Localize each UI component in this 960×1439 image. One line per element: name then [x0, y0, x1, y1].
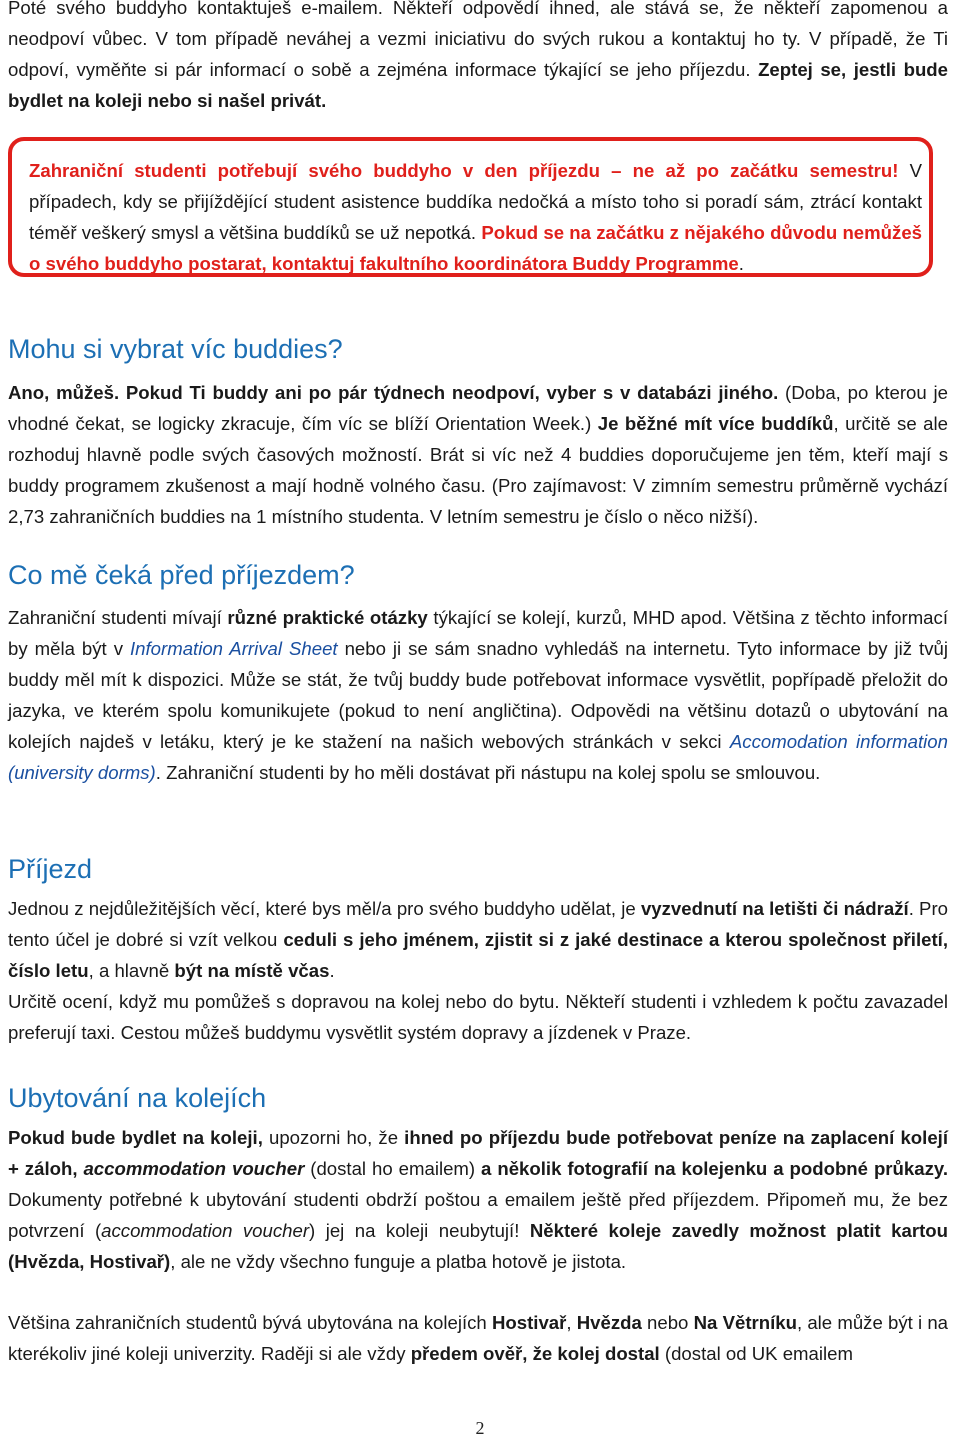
- s4-text-2: (dostal ho emailem): [304, 1158, 482, 1179]
- section2-paragraph: [8, 602, 948, 788]
- section3-paragraph-2: Určitě ocení, když mu pomůžeš s dopravou na kolej nebo do bytu. Někteří studenti i vzhledem k počtu zavazadel preferují taxi. Cestou můžeš buddymu vysvětlit systém dopravy a jízdenek v Praze.: [8, 991, 948, 1043]
- s2-text-1: Zahraniční studenti mívají: [8, 607, 228, 628]
- s4-bold-2: ihned po příjezdu bude potřebovat peníze na zaplacení kolejí + záloh,: [8, 1127, 948, 1179]
- notice-red-text-2: Pokud se na začátku z nějakého důvodu nemůžeš o svého buddyho postarat, kontaktuj fakultního koordinátora Buddy Programme: [29, 222, 923, 274]
- s4-bold-1: Pokud bude bydlet na koleji,: [8, 1127, 263, 1148]
- s3-text-3: , a hlavně: [88, 960, 175, 981]
- notice-box: [8, 137, 933, 277]
- s2-text-3: nebo ji se sám snadno vyhledáš na internetu. Tyto informace by již tvůj buddy měl mít k dispozici. Může se stát, že tvůj buddy bude potřebovat informace vysvětlit, popřípadě přeložit do jazyka, ve kterém spolu komunikujete (pokud to není angličtina). Odpovědi na většinu dotazů o ubytování na kolejích najdeš v letáku, který je ke stažení na našich webových stránkách v sekci: [8, 638, 948, 752]
- heading-arrival: Příjezd: [8, 854, 93, 884]
- s2-text-4: . Zahraniční studenti by ho měli dostávat při nástupu na kolej spolu se smlouvou.: [155, 762, 821, 783]
- s2-bold-1: různé praktické otázky: [227, 607, 428, 628]
- dorm-hvezda: Hvězda: [576, 1312, 642, 1333]
- s1-text-2: , určitě se ale rozhoduj hlavně podle svých časových možností. Brát si víc než 4 buddies doporučujeme jen těm, kteří mají s buddy programem zkušenost a mají hodně volného času: [8, 413, 948, 496]
- s3-text-2: . Pro tento účel je dobré si vzít velkou: [8, 898, 948, 950]
- notice-red-text: Zahraniční studenti potřebují svého buddyho v den příjezdu – ne až po začátku semestru!: [29, 160, 899, 181]
- dorm-hostivar: Hostivař: [491, 1312, 567, 1333]
- s4-bold-4: Některé koleje zavedly možnost platit kartou (Hvězda, Hostivař): [8, 1220, 948, 1272]
- s4-text-1: upozorni ho, že: [262, 1127, 405, 1148]
- s1-bold-2: Je běžné mít více buddíků: [597, 413, 834, 434]
- intro-paragraph: [8, 0, 948, 116]
- s3-bold-1: vyzvednutí na letišti či nádraží: [640, 898, 909, 919]
- heading-multiple-buddies: Mohu si vybrat víc buddies?: [8, 334, 343, 364]
- s4-text-3: Dokumenty potřebné k ubytování studenti obdrží poštou a emailem ještě před příjezdem. Připomeň mu, že bez potvrzení (: [8, 1189, 948, 1241]
- s4-italic-1: accommodation voucher: [101, 1220, 310, 1241]
- s1-text-1: (Doba, po kterou je vhodné čekat, se logicky zkracuje, čím víc se blíží Orientation Week.): [8, 382, 948, 434]
- s1-text-3: . (Pro zajímavost: V zimním semestru průměrně vychází 2,73 zahraničních buddies na 1 místního studenta. V letním semestru je číslo o něco nižší).: [8, 475, 948, 527]
- s4-text-4: ) jej na koleji neubytují!: [309, 1220, 530, 1241]
- s4p2-text-1: Většina zahraničních studentů bývá ubytována na kolejích: [8, 1312, 492, 1333]
- heading-dorm-accommodation: Ubytování na kolejích: [8, 1083, 267, 1113]
- s3-bold-3: být na místě včas: [174, 960, 330, 981]
- dorm-na-vetrniku: Na Větrníku: [693, 1312, 797, 1333]
- section4-paragraph-1: [8, 1122, 948, 1277]
- s4-text-5: , ale ne vždy všechno funguje a platba hotově je jistota.: [170, 1251, 627, 1272]
- section3-paragraph-1: [8, 893, 948, 986]
- s3-text-4: .: [329, 960, 335, 981]
- s4p2-bold-1: předem ověř, že kolej dostal: [410, 1343, 660, 1364]
- s4-bold-3: a několik fotografií na kolejenku a podobné průkazy.: [481, 1158, 948, 1179]
- section1-paragraph: [8, 377, 948, 532]
- section4-paragraph-2: [8, 1307, 948, 1369]
- page-number: 2: [475, 1418, 485, 1438]
- accommodation-information-link[interactable]: Accomodation information (university dorms): [8, 731, 948, 783]
- notice-paragraph: [29, 155, 922, 279]
- s3-text-1: Jednou z nejdůležitějších věcí, které bys měl/a pro svého buddyho udělat, je: [8, 898, 641, 919]
- information-arrival-sheet-link[interactable]: Information Arrival Sheet: [130, 638, 338, 659]
- s4p2-text-4: , ale může být i na kterékoliv jiné koleji univerzity. Raději si ale vždy: [8, 1312, 949, 1364]
- s4p2-text-2: ,: [566, 1312, 577, 1333]
- s4p2-text-3: nebo: [641, 1312, 694, 1333]
- s3-bold-2: ceduli s jeho jménem, zjistit si z jaké destinace a kterou společnost přiletí, číslo letu: [8, 929, 948, 981]
- notice-end: .: [738, 253, 744, 274]
- s1-bold-1: Ano, můžeš. Pokud Ti buddy ani po pár týdnech neodpoví, vyber s v databázi jiného.: [8, 382, 779, 403]
- intro-text: Poté svého buddyho kontaktuješ e-mailem. Někteří odpovědí ihned, ale stává se, že někteří zapomenou a neodpoví vůbec. V tom případě neváhej a vezmi iniciativu do svých rukou a kontaktuj ho ty. V případě, že Ti odpoví, vyměňte si pár informací o sobě a zejména informace týkající se jeho příjezdu.: [8, 0, 948, 80]
- s4-bold-italic-1: accommodation voucher: [83, 1158, 305, 1179]
- s2-text-2: týkající se kolejí, kurzů, MHD apod. Většina z těchto informací by měla být v: [8, 607, 948, 659]
- intro-bold-text: Zeptej se, jestli bude bydlet na koleji nebo si našel privát.: [8, 59, 948, 111]
- s4p2-text-5: (dostal od UK emailem: [659, 1343, 853, 1364]
- heading-before-arrival: Co mě čeká před příjezdem?: [8, 560, 355, 590]
- notice-text: V případech, kdy se přijíždějící student asistence buddíka nedočká a místo toho si poradí sám, ztrácí kontakt téměř veškerý smysl a většina buddíků se už nepotká.: [29, 160, 922, 243]
